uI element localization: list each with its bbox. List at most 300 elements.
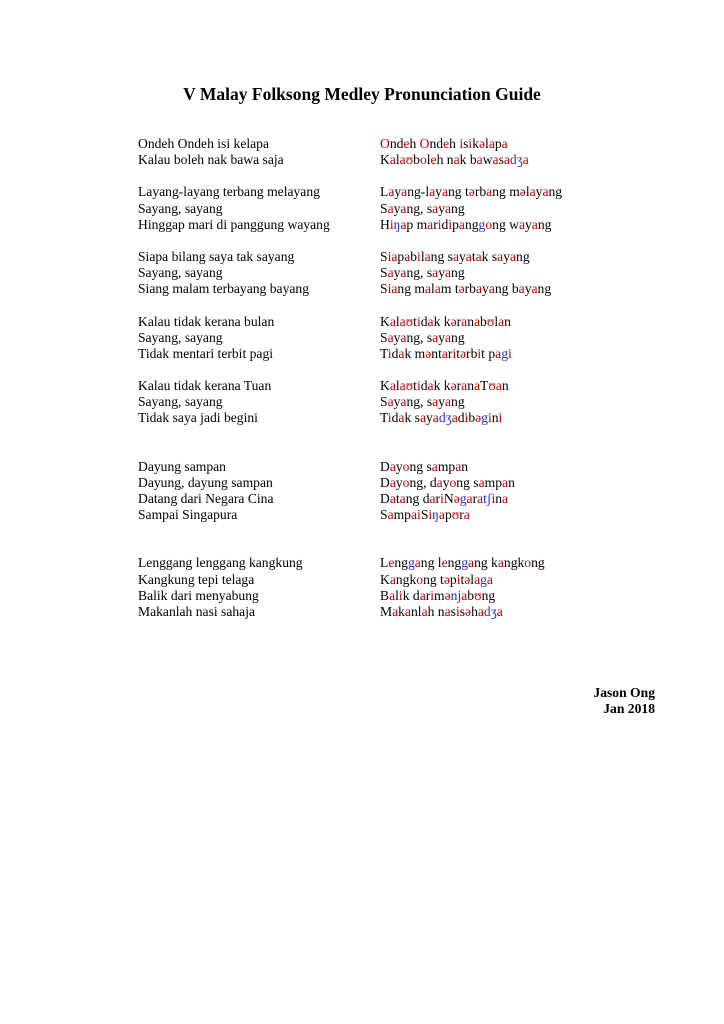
vowel-mark: i (507, 345, 512, 361)
lyric-line (138, 346, 658, 362)
vowel-mark: a (455, 458, 462, 474)
vowel-mark: i (459, 136, 464, 151)
plain-segment: y (393, 329, 401, 345)
vowel-mark: a (497, 555, 504, 571)
plain-segment: t (395, 491, 400, 506)
vowel-mark: a (387, 265, 394, 281)
vowel-mark: e (441, 555, 448, 571)
plain-segment: nt (431, 345, 442, 361)
vowel-mark: ʊ (405, 152, 414, 168)
plain-segment: y (458, 248, 466, 264)
vowel-mark: o (416, 571, 424, 587)
plain-segment: ng, s (406, 394, 433, 410)
vowel-mark: i (468, 136, 473, 151)
vowel-mark: a (502, 474, 509, 490)
vowel-mark: a (444, 603, 451, 619)
plain-segment: n (467, 313, 474, 329)
plain-segment: ng, s (406, 265, 433, 281)
consonant-mark: ŋ (432, 507, 439, 523)
vowel-mark: a (389, 378, 396, 394)
plain-segment: b (410, 248, 418, 264)
plain-segment: d (391, 345, 399, 361)
vowel-mark: ə (453, 491, 460, 506)
plain-segment: ng (451, 200, 465, 216)
vowel-mark: o (524, 555, 532, 571)
vowel-mark: i (452, 345, 457, 361)
lyric-line (138, 217, 658, 233)
vowel-mark: a (419, 587, 426, 603)
plain-segment: ng m (397, 281, 425, 297)
stanza (138, 136, 658, 168)
plain-segment: S (380, 265, 388, 281)
pronunciation (380, 604, 658, 620)
pronunciation (380, 410, 658, 426)
plain-segment: S (380, 394, 388, 410)
pronunciation (380, 491, 658, 507)
vowel-mark: a (429, 184, 436, 200)
vowel-mark: a (387, 394, 394, 410)
plain-segment: K (380, 152, 390, 168)
vowel-mark: a (399, 491, 406, 506)
plain-segment: mp (484, 474, 503, 490)
plain-segment: ng (451, 265, 465, 281)
vowel-mark: a (429, 491, 436, 506)
pronunciation (380, 394, 658, 410)
plain-segment: ng, s (406, 329, 433, 345)
plain-segment: n (491, 410, 499, 426)
vowel-mark: a (452, 248, 459, 264)
plain-segment: y (395, 458, 403, 474)
vowel-mark: a (400, 265, 407, 281)
original-lyric: Dayung, dayung sampan (138, 474, 273, 490)
original-lyric: Kalau tidak kerana Tuan (138, 378, 272, 394)
page-title: V Malay Folksong Medley Pronunciation Guide (183, 84, 541, 104)
plain-segment: b (413, 152, 420, 168)
plain-segment: k m (404, 345, 426, 361)
vowel-mark: a (466, 491, 473, 506)
plain-segment: S (380, 248, 388, 264)
vowel-mark: a (474, 571, 481, 587)
plain-segment: n (501, 378, 509, 394)
plain-segment: l (431, 281, 435, 297)
vowel-mark: a (492, 152, 499, 168)
original-lyric: Kangkung tepi telaga (138, 571, 255, 587)
pronunciation (380, 346, 658, 362)
vowel-mark: a (401, 184, 408, 200)
plain-segment: r (447, 345, 453, 361)
plain-segment: S (380, 507, 388, 523)
plain-segment: y (438, 394, 445, 410)
lyric-line (138, 314, 658, 330)
plain-segment: ng s (456, 474, 479, 490)
vowel-mark: o (419, 152, 427, 168)
plain-segment: l (426, 152, 431, 168)
vowel-mark: ə (450, 313, 457, 329)
plain-segment: rb (464, 281, 476, 297)
stanza (138, 378, 658, 427)
plain-segment: nd (389, 136, 404, 151)
original-lyric: Siapa bilang saya tak sayang (138, 248, 295, 264)
vowel-mark: a (391, 281, 398, 297)
vowel-mark: i (417, 507, 421, 523)
vowel-mark: a (424, 248, 431, 264)
vowel-mark: a (461, 313, 468, 329)
lyric-line (138, 184, 658, 200)
original-lyric: Ondeh Ondeh isi kelapa (138, 136, 269, 151)
plain-segment: n (461, 458, 469, 474)
plain-segment: ngk (503, 555, 525, 571)
plain-segment: S (420, 507, 429, 523)
plain-segment: l (525, 184, 530, 200)
vowel-mark: a (404, 248, 411, 264)
pronunciation (380, 314, 658, 330)
vowel-mark: i (491, 491, 496, 506)
plain-segment: ng (451, 329, 465, 345)
lyric-line (138, 588, 658, 604)
plain-segment: k (398, 603, 405, 619)
plain-segment: N (443, 491, 454, 506)
plain-segment: H (380, 216, 390, 232)
vowel-mark: a (421, 603, 428, 619)
vowel-mark: ə (475, 410, 482, 426)
plain-segment: M (380, 603, 393, 619)
consonant-mark: dʒ (509, 152, 523, 168)
vowel-mark: i (498, 410, 503, 426)
plain-segment: nd (429, 136, 444, 151)
vowel-mark: a (488, 281, 495, 297)
lyric-line (138, 281, 658, 297)
plain-segment: s (450, 603, 456, 619)
vowel-mark: a (434, 281, 441, 297)
author-name: Jason Ong (593, 685, 655, 700)
plain-segment: y (393, 265, 401, 281)
vowel-mark: a (419, 410, 426, 426)
vowel-mark: a (486, 184, 493, 200)
pronunciation (380, 249, 658, 265)
vowel-mark: a (436, 474, 443, 490)
vowel-mark: a (400, 200, 407, 216)
vowel-mark: ə (425, 345, 432, 361)
plain-segment: h (409, 136, 420, 151)
pronunciation (380, 152, 658, 168)
vowel-mark: a (474, 378, 481, 394)
plain-segment: y (438, 329, 445, 345)
vowel-mark: i (464, 410, 469, 426)
plain-segment: y (393, 200, 401, 216)
vowel-mark: a (427, 216, 434, 232)
vowel-mark: a (399, 378, 406, 394)
stanza (138, 555, 658, 620)
vowel-mark: a (441, 184, 448, 200)
pronunciation (380, 572, 658, 588)
original-lyric: Lenggang lenggang kangkung (138, 555, 303, 571)
vowel-mark: ə (460, 345, 467, 361)
vowel-mark: ə (519, 184, 526, 200)
vowel-mark: ʊ (474, 587, 482, 603)
vowel-mark: i (487, 410, 492, 426)
plain-segment: ng s (409, 458, 432, 474)
plain-segment: ng (447, 555, 462, 571)
lyric-line (138, 265, 658, 281)
vowel-mark: i (387, 248, 392, 264)
plain-segment: L (380, 184, 389, 200)
vowel-mark: o (402, 458, 410, 474)
lyric-line (138, 378, 658, 394)
vowel-mark: e (388, 555, 395, 571)
vowel-mark: o (485, 216, 493, 232)
vowel-mark: a (453, 152, 460, 168)
pronunciation (380, 184, 658, 200)
original-lyric: Sayang, sayang (138, 200, 223, 216)
plain-segment: s (463, 136, 469, 151)
vowel-mark: i (455, 603, 460, 619)
stanza (138, 184, 658, 233)
vowel-mark: a (451, 410, 458, 426)
plain-segment: K (380, 378, 390, 394)
plain-segment: y (524, 281, 532, 297)
vowel-mark: a (468, 555, 475, 571)
lyric-line (138, 136, 658, 152)
plain-segment: b (480, 313, 487, 329)
plain-segment: D (380, 474, 390, 490)
vowel-mark: i (387, 281, 392, 297)
lyric-line (138, 507, 658, 523)
plain-segment: k s (481, 248, 498, 264)
vowel-mark: a (478, 474, 485, 490)
plain-segment: k d (402, 587, 420, 603)
vowel-mark: e (403, 136, 410, 151)
vowel-mark: a (461, 587, 468, 603)
vowel-mark: i (456, 571, 461, 587)
plain-segment: r (456, 378, 462, 394)
vowel-mark: a (497, 248, 504, 264)
plain-segment: ng l (420, 555, 442, 571)
plain-segment: y (394, 184, 402, 200)
original-lyric: Makanlah nasi sahaja (138, 603, 256, 619)
plain-segment: l (485, 136, 489, 151)
consonant-mark: g (478, 216, 486, 232)
plain-segment: s (498, 152, 504, 168)
plain-segment: rb (474, 184, 487, 200)
lyric-line (138, 201, 658, 217)
plain-segment: D (380, 491, 390, 506)
plain-segment: y (503, 248, 510, 264)
plain-segment: p (449, 571, 457, 587)
plain-segment: l (470, 571, 475, 587)
plain-segment: k b (459, 152, 477, 168)
plain-segment: p m (406, 216, 428, 232)
plain-segment: h (471, 603, 478, 619)
plain-segment: h (449, 136, 460, 151)
vowel-mark: a (488, 136, 495, 151)
vowel-mark: a (461, 378, 468, 394)
vowel-mark: i (387, 410, 392, 426)
vowel-mark: ə (468, 184, 475, 200)
consonant-mark: tʃ (483, 491, 492, 506)
plain-segment: ng t (423, 571, 444, 587)
vowel-mark: ə (465, 603, 472, 619)
plain-segment: ng s (430, 248, 453, 264)
vowel-mark: a (495, 378, 502, 394)
vowel-mark: a (404, 603, 411, 619)
plain-segment: b (467, 587, 475, 603)
plain-segment: L (380, 555, 389, 571)
pronunciation (380, 459, 658, 475)
vowel-mark: a (486, 571, 493, 587)
vowel-mark: i (387, 345, 392, 361)
lyric-line (138, 459, 658, 475)
lyrics-table (138, 136, 658, 636)
plain-segment: T (480, 378, 489, 394)
plain-segment: r (425, 587, 431, 603)
vowel-mark: a (496, 603, 503, 619)
plain-segment: S (380, 200, 388, 216)
vowel-mark: a (475, 281, 483, 297)
plain-segment: l (494, 313, 499, 329)
plain-segment: t (471, 248, 476, 264)
plain-segment: ng t (448, 184, 469, 200)
plain-segment: nl (410, 603, 422, 619)
vowel-mark: a (387, 329, 394, 345)
vowel-mark: ə (443, 571, 450, 587)
vowel-mark: a (477, 491, 484, 506)
pronunciation (380, 281, 658, 297)
plain-segment: y (393, 394, 401, 410)
plain-segment: d (420, 378, 428, 394)
plain-segment: y (438, 265, 445, 281)
plain-segment: ngk (395, 571, 417, 587)
vowel-mark: a (518, 216, 525, 232)
vowel-mark: i (437, 216, 442, 232)
plain-segment: y (395, 474, 403, 490)
vowel-mark: i (416, 313, 421, 329)
vowel-mark: a (400, 394, 407, 410)
plain-segment: ng (516, 248, 530, 264)
vowel-mark: a (441, 345, 448, 361)
original-lyric: Sayang, sayang (138, 394, 223, 410)
vowel-mark: a (444, 200, 452, 216)
plain-segment: D (380, 458, 390, 474)
lyric-line (138, 572, 658, 588)
plain-segment: p (444, 507, 452, 523)
vowel-mark: ə (450, 378, 457, 394)
vowel-mark: a (432, 265, 439, 281)
vowel-mark: a (498, 313, 505, 329)
consonant-mark: g (459, 491, 467, 506)
vowel-mark: ə (458, 281, 465, 297)
vowel-mark: a (400, 329, 407, 345)
pronunciation (380, 265, 658, 281)
plain-segment: n (467, 378, 474, 394)
plain-segment: ng w (492, 216, 519, 232)
plain-segment: d (391, 410, 399, 426)
plain-segment: ng, d (409, 474, 437, 490)
plain-segment: t (413, 378, 417, 394)
plain-segment: p (452, 216, 459, 232)
plain-segment: n (508, 474, 515, 490)
vowel-mark: a (399, 152, 406, 168)
lyric-line (138, 249, 658, 265)
plain-segment: l (395, 378, 400, 394)
vowel-mark: a (432, 394, 439, 410)
vowel-mark: a (387, 200, 394, 216)
lyric-line (138, 394, 658, 410)
lyric-line (138, 475, 658, 491)
vowel-mark: a (387, 507, 394, 523)
vowel-mark: a (438, 507, 445, 523)
vowel-mark: a (444, 394, 452, 410)
vowel-mark: a (510, 248, 517, 264)
vowel-mark: a (389, 474, 396, 490)
vowel-mark: ʊ (488, 378, 496, 394)
plain-segment: ng (451, 394, 465, 410)
consonant-mark: nj (450, 587, 462, 603)
plain-segment: w (482, 152, 493, 168)
original-lyric: Datang dari Negara Cina (138, 491, 274, 506)
lyric-line (138, 330, 658, 346)
plain-segment: y (482, 281, 489, 297)
original-lyric: Tidak saya jadi begini (138, 410, 258, 426)
original-lyric: Kalau boleh nak bawa saja (138, 152, 284, 168)
vowel-mark: O (419, 136, 430, 151)
plain-segment: n (495, 491, 503, 506)
vowel-mark: i (428, 507, 433, 523)
plain-segment: rb (466, 345, 478, 361)
plain-segment: k (472, 136, 479, 151)
vowel-mark: a (501, 136, 508, 151)
plain-segment: y (426, 410, 433, 426)
vowel-mark: a (389, 491, 396, 506)
vowel-mark: a (474, 313, 481, 329)
vowel-mark: a (389, 313, 396, 329)
plain-segment: ng (481, 587, 496, 603)
vowel-mark: a (432, 200, 439, 216)
original-lyric: Dayung sampan (138, 458, 226, 474)
consonant-mark: g (461, 555, 469, 571)
plain-segment: ng k (474, 555, 498, 571)
plain-segment: ng (548, 184, 563, 200)
consonant-mark: g (480, 571, 487, 587)
plain-segment: m (434, 587, 445, 603)
plain-segment: r (459, 507, 464, 523)
vowel-mark: i (398, 587, 403, 603)
plain-segment: T (380, 410, 388, 426)
vowel-mark: a (475, 248, 482, 264)
original-lyric: Hinggap mari di panggung wayang (138, 216, 330, 232)
vowel-mark: a (389, 571, 396, 587)
plain-segment: y (435, 184, 442, 200)
pronunciation (380, 588, 658, 604)
vowel-mark: a (458, 216, 465, 232)
plain-segment: r (435, 491, 441, 506)
pronunciation (380, 507, 658, 523)
original-lyric: Tidak mentari terbit pagi (138, 345, 274, 361)
vowel-mark: a (424, 281, 432, 297)
consonant-mark: g (407, 555, 415, 571)
vowel-mark: a (465, 248, 472, 264)
plain-segment: S (380, 329, 388, 345)
plain-segment: ng (531, 555, 545, 571)
vowel-mark: e (430, 152, 437, 168)
lyric-line (138, 604, 658, 620)
plain-segment: ng-l (407, 184, 430, 200)
vowel-mark: a (529, 184, 536, 200)
plain-segment: ng (394, 555, 408, 571)
plain-segment: r (456, 313, 462, 329)
plain-segment: mp (437, 458, 456, 474)
vowel-mark: a (503, 152, 510, 168)
vowel-mark: a (531, 216, 538, 232)
